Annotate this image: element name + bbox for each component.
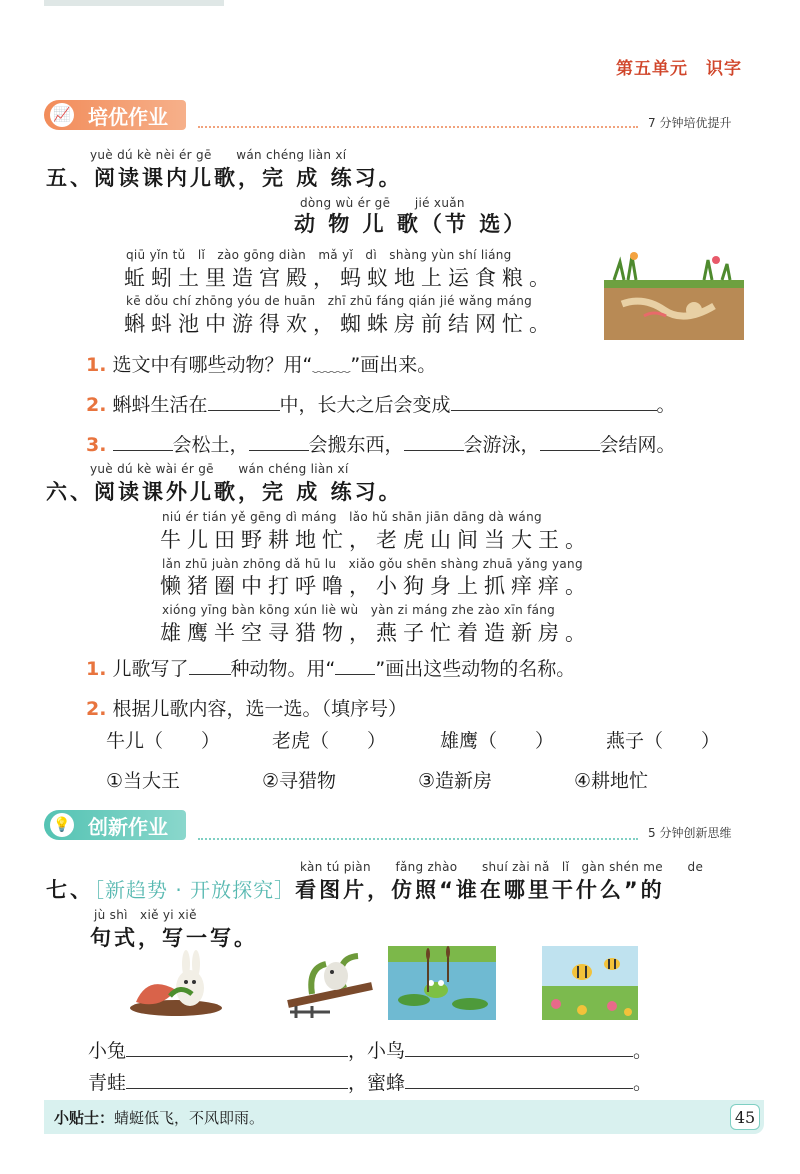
q5-sub1: 1. 选文中有哪些动物？用“﹏﹏”画出来。 <box>86 354 437 376</box>
chart-icon: 📈 <box>50 103 74 127</box>
section-header-chuangxin <box>44 810 186 840</box>
answer-blank[interactable] <box>249 433 309 451</box>
choice-item[interactable]: 燕子（ ） <box>606 730 721 752</box>
option-label: ②寻猎物 <box>262 770 337 792</box>
q7-pinyin-b: jù shì xiě yi xiě <box>94 908 197 922</box>
fill-row: 青蛙 ，蜜蜂 。 <box>88 1072 653 1094</box>
q6-sub2: 2. 根据儿歌内容，选一选。（填序号） <box>86 698 408 720</box>
poem-line-pinyin: qiū yǐn tǔ lǐ zào gōng diàn mǎ yǐ dì shàng yùn shí liáng <box>126 248 512 262</box>
answer-blank[interactable] <box>208 393 280 411</box>
answer-blank[interactable] <box>540 433 600 451</box>
answer-blank[interactable] <box>126 1071 348 1089</box>
q7-pinyin: kàn tú piàn fǎng zhào shuí zài nǎ lǐ gàn shén me de <box>300 860 704 874</box>
bird-picture <box>282 946 378 1020</box>
section-label: 创新作业 <box>88 814 168 839</box>
tip-label: 小贴士： <box>54 1108 115 1127</box>
poem-line-pinyin: xióng yīng bàn kōng xún liè wù yàn zi máng zhe zào xīn fáng <box>162 603 556 617</box>
burrow-illustration <box>604 244 744 340</box>
poem-title-pinyin: dòng wù ér gē jié xuǎn <box>300 196 465 210</box>
answer-blank[interactable] <box>404 433 464 451</box>
section-label: 培优作业 <box>88 104 168 129</box>
poem-line-pinyin: niú ér tián yě gēng dì máng lǎo hǔ shān jiān dāng dà wáng <box>162 510 542 524</box>
underline-mark <box>335 657 375 675</box>
q6-sub1: 1. 儿歌写了 种动物。用“ ”画出这些动物的名称。 <box>86 658 576 680</box>
answer-blank[interactable] <box>126 1039 348 1057</box>
lightbulb-icon: 💡 <box>50 813 74 837</box>
q6-title: 六、阅读课外儿歌，完 成 练习。 <box>46 480 403 504</box>
poem-line-pinyin: kē dǒu chí zhōng yóu de huān zhī zhū fáng qián jié wǎng máng <box>126 294 533 308</box>
rabbit-picture <box>126 946 224 1020</box>
poem-line: 雄鹰半空寻猎物，燕子忙着造新房。 <box>160 621 592 645</box>
q6-pinyin: yuè dú kè wài ér gē wán chéng liàn xí <box>90 462 349 476</box>
dotted-divider <box>198 126 638 128</box>
answer-blank[interactable] <box>405 1039 633 1057</box>
choice-item[interactable]: 老虎（ ） <box>272 730 387 752</box>
q5-sub2: 2. 蝌蚪生活在 中，长大之后会变成 。 <box>86 394 676 416</box>
tip-text: 蜻蜓低飞，不风即雨。 <box>114 1108 265 1127</box>
section-tag <box>44 810 186 840</box>
q7-title-line1: 七、［新趋势 · 开放探究］看图片，仿照“谁在哪里干什么”的 <box>46 878 665 902</box>
unit-title: 第五单元 识字 <box>616 59 742 79</box>
fill-row: 小兔 ，小鸟 。 <box>88 1040 653 1062</box>
time-note: 7 分钟培优提升 <box>648 116 732 130</box>
section-tag <box>44 100 186 130</box>
choice-item[interactable]: 雄鹰（ ） <box>440 730 555 752</box>
bee-picture <box>542 946 638 1020</box>
option-label: ④耕地忙 <box>574 770 649 792</box>
option-label: ①当大王 <box>106 770 181 792</box>
section-header-peiyou <box>44 100 186 130</box>
poem-line: 牛儿田野耕地忙，老虎山间当大王。 <box>160 528 592 552</box>
q7-title-line2: 句式，写一写。 <box>90 926 258 950</box>
q5-title: 五、阅读课内儿歌，完 成 练习。 <box>46 166 403 190</box>
answer-blank[interactable] <box>113 433 173 451</box>
q5-pinyin: yuè dú kè nèi ér gē wán chéng liàn xí <box>90 148 347 162</box>
poem-title: 动 物 儿 歌（节 选） <box>294 212 528 236</box>
time-note: 5 分钟创新思维 <box>648 826 732 840</box>
tip-bar <box>44 1100 764 1134</box>
top-edge-bar <box>44 0 224 6</box>
poem-line: 懒猪圈中打呼噜，小狗身上抓痒痒。 <box>160 574 592 598</box>
dotted-divider <box>198 838 638 840</box>
poem-line: 蚯蚓土里造宫殿，蚂蚁地上运食粮。 <box>124 266 556 290</box>
q5-sub3: 3. 会松土， 会搬东西， 会游泳， 会结网。 <box>86 434 676 456</box>
answer-blank[interactable] <box>189 657 231 675</box>
page-number: 45 <box>730 1104 760 1130</box>
frog-picture <box>388 946 496 1020</box>
poem-line: 蝌蚪池中游得欢，蜘蛛房前结网忙。 <box>124 312 556 336</box>
q7-tag: ［新趋势 · 开放探究］ <box>94 878 296 902</box>
choice-item[interactable]: 牛儿（ ） <box>106 730 221 752</box>
answer-blank[interactable] <box>405 1071 633 1089</box>
option-label: ③造新房 <box>418 770 493 792</box>
answer-blank[interactable] <box>451 393 657 411</box>
poem-line-pinyin: lǎn zhū juàn zhōng dǎ hū lu xiǎo gǒu shēn shàng zhuā yǎng yang <box>162 557 583 571</box>
